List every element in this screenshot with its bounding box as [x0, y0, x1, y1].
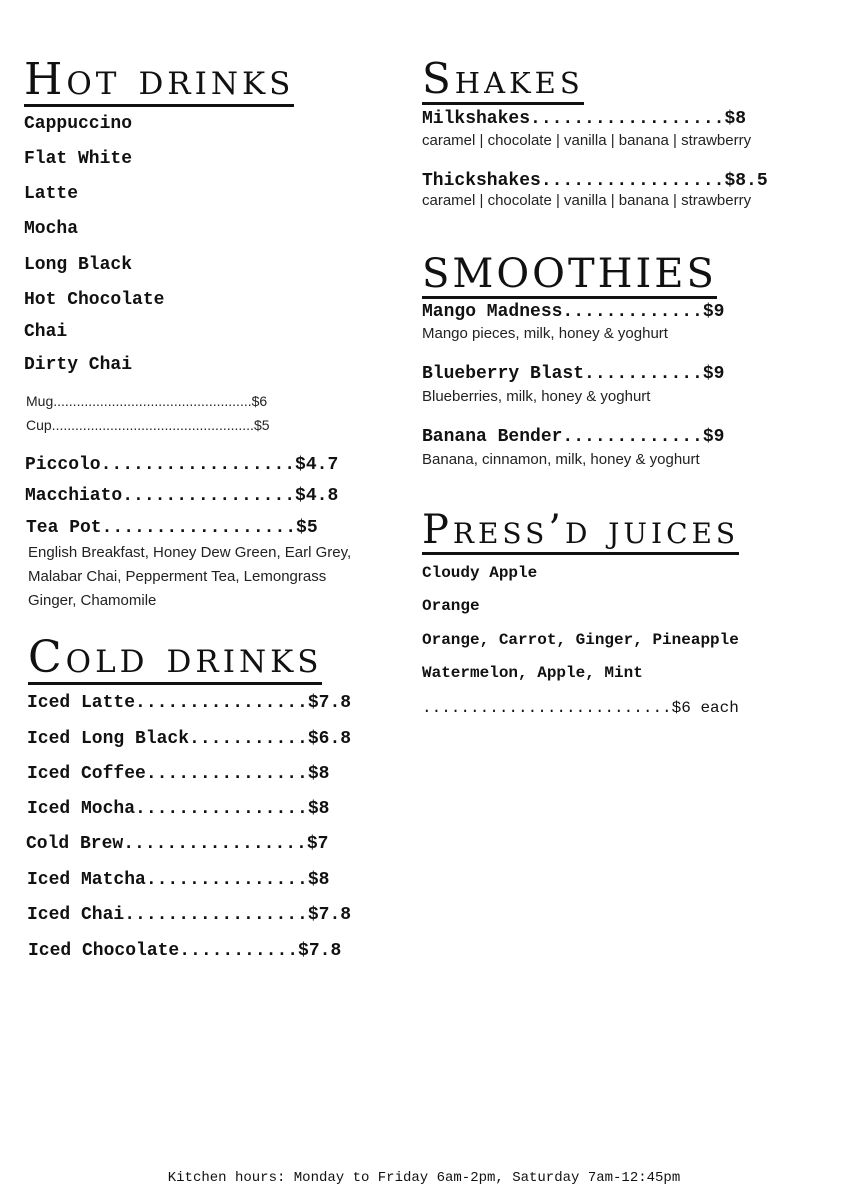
menu-item: Iced Chai.................$7.8: [27, 905, 352, 925]
cold-drinks-heading: Cold drinks: [28, 632, 323, 683]
juice-item: Orange: [422, 597, 480, 615]
juice-item: Cloudy Apple: [422, 564, 538, 582]
milkshakes-line: Milkshakes..................$8: [422, 109, 747, 129]
juice-item: Watermelon, Apple, Mint: [422, 664, 643, 682]
mango-madness-description: Mango pieces, milk, honey & yoghurt: [422, 325, 668, 342]
menu-item: Iced Latte................$7.8: [27, 693, 352, 713]
mug-price: Mug...................................................$6: [26, 393, 268, 409]
kitchen-hours: Kitchen hours: Monday to Friday 6am-2pm, Saturday 7am-12:45pm: [167, 1170, 681, 1186]
menu-item: Chai: [24, 322, 68, 342]
tea-pot-line: Tea Pot..................$5: [26, 518, 318, 538]
menu-item: Hot Chocolate: [24, 290, 165, 310]
menu-item: Dirty Chai: [24, 355, 133, 375]
shakes-heading: Shakes: [422, 54, 584, 103]
menu-item: Iced Chocolate...........$7.8: [28, 941, 342, 961]
hot-drinks-heading: Hot drinks: [24, 54, 295, 105]
macchiato-line: Macchiato................$4.8: [25, 486, 339, 506]
blueberry-blast-line: Blueberry Blast...........$9: [422, 364, 725, 384]
mango-madness-line: Mango Madness.............$9: [422, 302, 725, 322]
menu-item: Iced Matcha...............$8: [27, 870, 330, 890]
blueberry-blast-description: Blueberries, milk, honey & yoghurt: [422, 388, 651, 405]
juice-item: Orange, Carrot, Ginger, Pineapple: [422, 631, 739, 649]
banana-bender-description: Banana, cinnamon, milk, honey & yoghurt: [422, 451, 700, 468]
tea-pot-description: English Breakfast, Honey Dew Green, Earl Grey, Malabar Chai, Pepperment Tea, Lemongrass Ginger, Chamomile: [28, 544, 352, 609]
menu-item: Cappuccino: [24, 114, 133, 134]
juice-price: ..........................$6 each: [422, 699, 739, 717]
menu-item: Cold Brew.................$7: [26, 834, 329, 854]
smoothies-heading: SMOOTHIES: [422, 251, 717, 297]
menu-item: Flat White: [24, 149, 133, 169]
thickshakes-line: Thickshakes.................$8.5: [422, 171, 768, 191]
banana-bender-line: Banana Bender.............$9: [422, 427, 725, 447]
pressd-juices-heading: Press’d juices: [422, 507, 740, 553]
menu-item: Iced Long Black...........$6.8: [27, 729, 352, 749]
menu-item: Long Black: [24, 255, 133, 275]
cup-price: Cup....................................................$5: [26, 417, 270, 433]
piccolo-line: Piccolo..................$4.7: [25, 455, 339, 475]
menu-item: Iced Mocha................$8: [27, 799, 330, 819]
menu-item: Iced Coffee...............$8: [27, 764, 330, 784]
menu-item: Mocha: [24, 219, 79, 239]
menu-item: Latte: [24, 184, 79, 204]
thickshakes-flavours: caramel | chocolate | vanilla | banana | strawberry: [422, 192, 752, 209]
milkshakes-flavours: caramel | chocolate | vanilla | banana | strawberry: [422, 132, 752, 149]
